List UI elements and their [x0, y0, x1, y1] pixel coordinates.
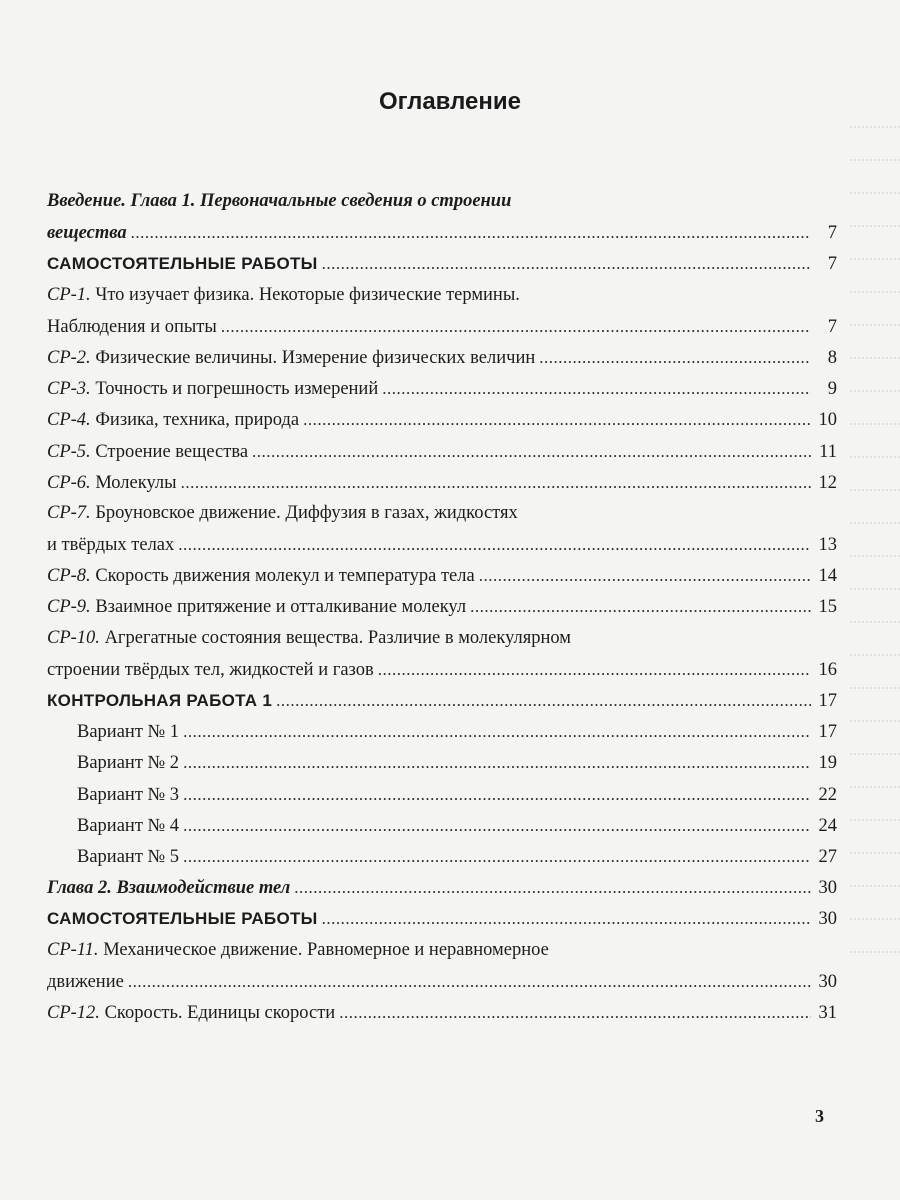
page-number: 30 — [818, 878, 837, 899]
entry-text: Глава 2. Взаимодействие тел — [47, 878, 291, 899]
entry-title: Строение вещества — [90, 441, 249, 462]
page-number: 17 — [818, 691, 837, 711]
toc-section-header[interactable] — [47, 903, 837, 934]
page-number: 11 — [819, 441, 837, 462]
entry-text — [47, 592, 466, 623]
toc-entry-chapter-2[interactable] — [47, 872, 837, 903]
dot-leader — [322, 248, 811, 279]
entry-text: САМОСТОЯТЕЛЬНЫЕ РАБОТЫ — [47, 254, 318, 274]
toc-entry-intro-cont[interactable] — [47, 217, 837, 248]
entry-text — [47, 623, 571, 654]
dot-leader — [539, 342, 811, 373]
page-title: Оглавление — [379, 88, 521, 115]
toc-entry-variant-5[interactable] — [47, 841, 837, 872]
page-number: 7 — [827, 316, 837, 337]
toc-entry-sr3[interactable] — [47, 373, 837, 404]
entry-text — [47, 935, 549, 966]
entry-code: СР-3. — [47, 379, 91, 400]
entry-text: строении твёрдых тел, жидкостей и газов — [47, 659, 374, 680]
dot-leader — [183, 747, 811, 778]
toc-section-header[interactable] — [47, 248, 837, 279]
dot-leader — [252, 436, 811, 467]
page-number: 19 — [818, 753, 837, 774]
entry-title: Молекулы — [90, 472, 177, 493]
bleed-through — [850, 95, 900, 915]
dot-leader — [221, 311, 811, 342]
entry-text: Вариант № 3 — [77, 784, 180, 805]
entry-text — [47, 437, 248, 468]
toc-entry-sr1-cont[interactable] — [47, 311, 837, 342]
toc-entry-sr5[interactable] — [47, 436, 837, 467]
entry-title: Скорость движения молекул и температура тела — [90, 566, 475, 587]
entry-text: Наблюдения и опыты — [47, 316, 217, 337]
toc-entry-sr11[interactable] — [47, 935, 837, 966]
entry-text — [47, 998, 335, 1029]
toc-entry-sr10[interactable] — [47, 623, 837, 654]
entry-code: СР-4. — [47, 410, 91, 431]
entry-title: Агрегатные состояния вещества. Различие в молекулярном — [99, 627, 572, 648]
dot-leader — [339, 997, 811, 1028]
page-number: 7 — [827, 254, 837, 275]
page-number: 16 — [818, 659, 837, 680]
toc-entry-sr2[interactable] — [47, 342, 837, 373]
entry-text: Вариант № 1 — [77, 722, 180, 743]
entry-title: Физические величины. Измерение физических величин — [90, 347, 536, 368]
toc-entry-sr7[interactable] — [47, 498, 837, 529]
page-folio-number: 3 — [815, 1106, 824, 1126]
entry-title: Скорость. Единицы скорости — [99, 1002, 336, 1023]
page-number: 31 — [818, 1002, 837, 1023]
entry-text — [47, 374, 378, 405]
toc-entry-sr1[interactable] — [47, 280, 837, 311]
page-number: 22 — [818, 784, 837, 805]
dot-leader — [276, 685, 811, 716]
entry-text: САМОСТОЯТЕЛЬНЫЕ РАБОТЫ — [47, 909, 318, 929]
entry-code: СР-9. — [47, 597, 91, 618]
toc-entry-variant-3[interactable] — [47, 779, 837, 810]
entry-text: Вариант № 4 — [77, 815, 180, 836]
entry-code: СР-2. — [47, 347, 91, 368]
page-number: 30 — [818, 909, 837, 930]
toc-entry-sr12[interactable] — [47, 997, 837, 1028]
page-number: 12 — [818, 472, 837, 493]
page-number: 17 — [818, 722, 837, 743]
dot-leader — [131, 217, 811, 248]
page-number: 13 — [818, 535, 837, 556]
entry-text — [47, 343, 535, 374]
entry-code: СР-1. — [47, 284, 91, 305]
entry-code: СР-11. — [47, 939, 99, 960]
dot-leader — [128, 966, 811, 997]
toc-entry-sr9[interactable] — [47, 591, 837, 622]
dot-leader — [178, 529, 811, 560]
dot-leader — [378, 654, 811, 685]
entry-text: Вариант № 2 — [77, 753, 180, 774]
toc-entry-sr8[interactable] — [47, 560, 837, 591]
entry-text: вещества — [47, 223, 127, 244]
entry-title: Физика, техника, природа — [90, 410, 300, 431]
dot-leader — [294, 872, 811, 903]
page-number: 8 — [827, 347, 837, 368]
dot-leader — [183, 716, 811, 747]
toc-list — [47, 186, 837, 1028]
toc-entry-sr6[interactable] — [47, 467, 837, 498]
toc-entry-variant-4[interactable] — [47, 810, 837, 841]
toc-section-header[interactable] — [47, 685, 837, 716]
page-number: 14 — [818, 566, 837, 587]
toc-entry-sr11-cont[interactable] — [47, 966, 837, 997]
dot-leader — [479, 560, 811, 591]
toc-entry-sr4[interactable] — [47, 404, 837, 435]
dot-leader — [183, 841, 811, 872]
dot-leader — [382, 373, 811, 404]
entry-text — [47, 405, 299, 436]
entry-code: СР-7. — [47, 502, 91, 523]
dot-leader — [183, 779, 811, 810]
entry-text — [47, 468, 177, 499]
page-number: 30 — [818, 971, 837, 992]
entry-text — [47, 498, 518, 529]
entry-text: Введение. Глава 1. Первоначальные сведения о строении — [47, 191, 512, 211]
entry-text: движение — [47, 971, 124, 992]
entry-text — [47, 280, 520, 311]
toc-entry-intro[interactable] — [47, 186, 837, 217]
page-number: 27 — [818, 846, 837, 867]
dot-leader — [183, 810, 811, 841]
entry-text: и твёрдых телах — [47, 535, 175, 556]
entry-text: Вариант № 5 — [77, 846, 180, 867]
toc-entry-variant-2[interactable] — [47, 747, 837, 778]
toc-entry-sr7-cont[interactable] — [47, 529, 837, 560]
entry-code: СР-8. — [47, 566, 91, 587]
page-number: 9 — [827, 379, 837, 400]
page-number: 15 — [818, 597, 837, 618]
entry-title: Механическое движение. Равномерное и неравномерное — [98, 939, 549, 960]
dot-leader — [322, 903, 811, 934]
entry-title: Что изучает физика. Некоторые физические термины. — [90, 284, 520, 305]
toc-entry-variant-1[interactable] — [47, 716, 837, 747]
entry-text — [47, 561, 475, 592]
dot-leader — [470, 591, 811, 622]
entry-code: СР-5. — [47, 441, 91, 462]
dot-leader — [181, 467, 811, 498]
entry-code: СР-12. — [47, 1002, 100, 1023]
entry-text: КОНТРОЛЬНАЯ РАБОТА 1 — [47, 691, 273, 710]
entry-code: СР-10. — [47, 627, 100, 648]
page-number: 7 — [827, 223, 837, 244]
page-number: 10 — [818, 410, 837, 431]
entry-title: Точность и погрешность измерений — [90, 379, 379, 400]
toc-entry-sr10-cont[interactable] — [47, 654, 837, 685]
page-number: 24 — [818, 815, 837, 836]
entry-code: СР-6. — [47, 472, 91, 493]
dot-leader — [303, 404, 811, 435]
entry-title: Взаимное притяжение и отталкивание молекул — [90, 597, 467, 618]
entry-title: Броуновское движение. Диффузия в газах, жидкостях — [90, 502, 518, 523]
